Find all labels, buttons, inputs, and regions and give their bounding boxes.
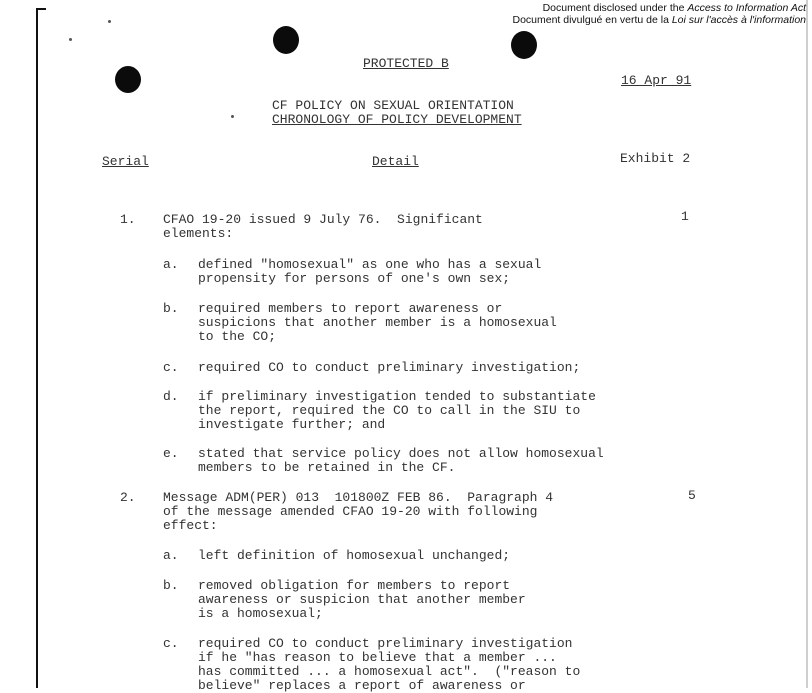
subitem-letter: d.: [163, 389, 179, 404]
subitem-text: required members to report awareness or: [198, 301, 503, 316]
subitem-text: stated that service policy does not allow homosexual: [198, 446, 604, 461]
subitem-letter: b.: [163, 301, 179, 316]
column-header-detail: Detail: [372, 154, 419, 169]
subitem-text: investigate further; and: [198, 417, 386, 432]
tab-number: 1: [681, 209, 689, 224]
serial-number: 2.: [120, 490, 136, 505]
subitem-text: propensity for persons of one's own sex;: [198, 271, 511, 286]
punch-hole: [273, 26, 299, 54]
scan-speck: [69, 38, 72, 41]
subitem-text: suspicions that another member is a homosexual: [198, 315, 557, 330]
subitem-text: removed obligation for members to report: [198, 578, 511, 593]
subitem-text: members to be retained in the CF.: [198, 460, 456, 475]
classification-label: PROTECTED B: [363, 56, 449, 71]
disclosure-stamp: [512, 2, 806, 26]
item-text: elements:: [163, 226, 234, 241]
scan-speck: [231, 115, 234, 118]
subitem-text: defined "homosexual" as one who has a sexual: [198, 257, 542, 272]
subitem-letter: a.: [163, 257, 179, 272]
subitem-text: left definition of homosexual unchanged;: [198, 548, 511, 563]
subitem-text: required CO to conduct preliminary investigation: [198, 636, 573, 651]
subitem-letter: b.: [163, 578, 179, 593]
subitem-letter: a.: [163, 548, 179, 563]
scan-speck: [108, 20, 111, 23]
column-header-exhibit: Exhibit 2: [620, 151, 691, 166]
subitem-text: if he "has reason to believe that a member ...: [198, 650, 557, 665]
document-date: 16 Apr 91: [621, 73, 692, 88]
title-line-1: CF POLICY ON SEXUAL ORIENTATION: [272, 98, 514, 113]
disclosure-line-en: Document disclosed under the Access to Information Act: [542, 2, 806, 14]
subitem-text: is a homosexual;: [198, 606, 323, 621]
subitem-text: believe" replaces a report of awareness or: [198, 678, 526, 693]
item-text: of the message amended CFAO 19-20 with following: [163, 504, 538, 519]
punch-hole: [115, 66, 141, 93]
subitem-letter: c.: [163, 360, 179, 375]
page-edge: [806, 0, 808, 688]
subitem-letter: e.: [163, 446, 179, 461]
item-text: Message ADM(PER) 013 101800Z FEB 86. Paragraph 4: [163, 490, 554, 505]
subitem-text: to the CO;: [198, 329, 277, 344]
page-edge: [36, 8, 38, 688]
page-edge: [36, 8, 46, 10]
item-text: CFAO 19-20 issued 9 July 76. Significant: [163, 212, 483, 227]
disclosure-line-fr: Document divulgué en vertu de la Loi sur l'accès à l'information: [512, 14, 806, 26]
subitem-text: has committed ... a homosexual act". ("reason to: [198, 664, 581, 679]
title-line-2: CHRONOLOGY OF POLICY DEVELOPMENT: [272, 112, 522, 127]
subitem-text: the report, required the CO to call in the SIU to: [198, 403, 581, 418]
tab-number: 5: [688, 488, 696, 503]
serial-number: 1.: [120, 212, 136, 227]
punch-hole: [511, 31, 537, 59]
subitem-letter: c.: [163, 636, 179, 651]
column-header-serial: Serial: [102, 154, 149, 169]
subitem-text: if preliminary investigation tended to substantiate: [198, 389, 596, 404]
item-text: effect:: [163, 518, 218, 533]
subitem-text: required CO to conduct preliminary investigation;: [198, 360, 581, 375]
subitem-text: awareness or suspicion that another member: [198, 592, 526, 607]
